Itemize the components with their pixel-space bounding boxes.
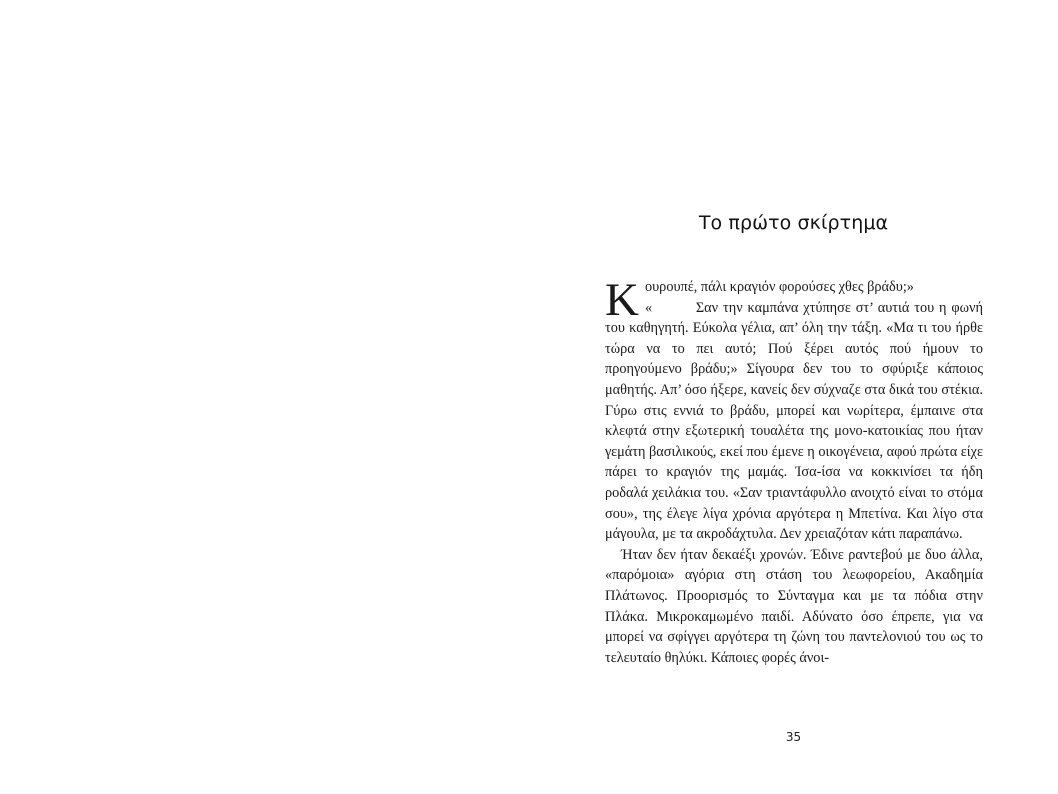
body-text [605, 274, 983, 668]
page-number: 35 [785, 730, 802, 744]
first-line-rest: ουρουπέ, πάλι κραγιόν φορούσες χθες βράδυ;» [644, 279, 914, 295]
paragraph-1-body: Σαν την καμπάνα χτύπησε στ’ αυτιά του η φωνή του καθηγητή. Εύκολα γέλια, απ’ όλη την τάξη. «Μα τι του ήρθε τώρα να το πει αυτό; Πού ξέρει αυτός πού ήμουν το προηγούμενο βράδυ;» Σίγουρα δεν του το σφύριξε κάποιος μαθητής. Απ’ όσο ήξερε, κανείς δεν σύχναζε στα δικά του στέκια. Γύρω στις εννιά το βράδυ, μπορεί και νωρίτερα, έμπαινε στα κλεφτά στην εξωτερική τουαλέτα της μονο-κατοικίας που ήταν γεμάτη βασιλικούς, εκεί που έμενε η οικογένεια, αφού πρώτα είχε πάρει το κραγιόν της μαμάς. Ίσα-ίσα να κοκκινίσει τα ήδη ροδαλά χειλάκια του. «Σαν τριαντάφυλλο ανοιχτό είναι το στόμα σου», της έλεγε λίγα χρόνια αργότερα η Μπετίνα. Και λίγο στα μάγουλα, με τα ακροδάχτυλα. Δεν χρειαζόταν κάτι παραπάνω. [605, 299, 983, 543]
right-page [529, 0, 1058, 794]
opening-guillemet: « [644, 299, 653, 316]
paragraph-2: Ήταν δεν ήταν δεκαέξι χρονών. Έδινε ραντεβού με δυο άλλα, «παρόμοια» αγόρια στη στάση του λεωφορείου, Ακαδημία Πλάτωνος. Προορισμός το Σύνταγμα και με τα πόδια στην Πλάκα. Μικροκαμωμένο παιδί. Αδύνατο όσο έπρεπε, για να μπορεί να σφίγγει αργότερα τη ζώνη του παντελονιού του ως το τελευταίο θηλύκι. Κάποιες φορές άνοι- [605, 546, 983, 666]
chapter-title: Το πρώτο σκίρτημα [698, 212, 889, 234]
paragraph-1 [605, 274, 983, 545]
drop-cap: Κ [605, 274, 639, 326]
